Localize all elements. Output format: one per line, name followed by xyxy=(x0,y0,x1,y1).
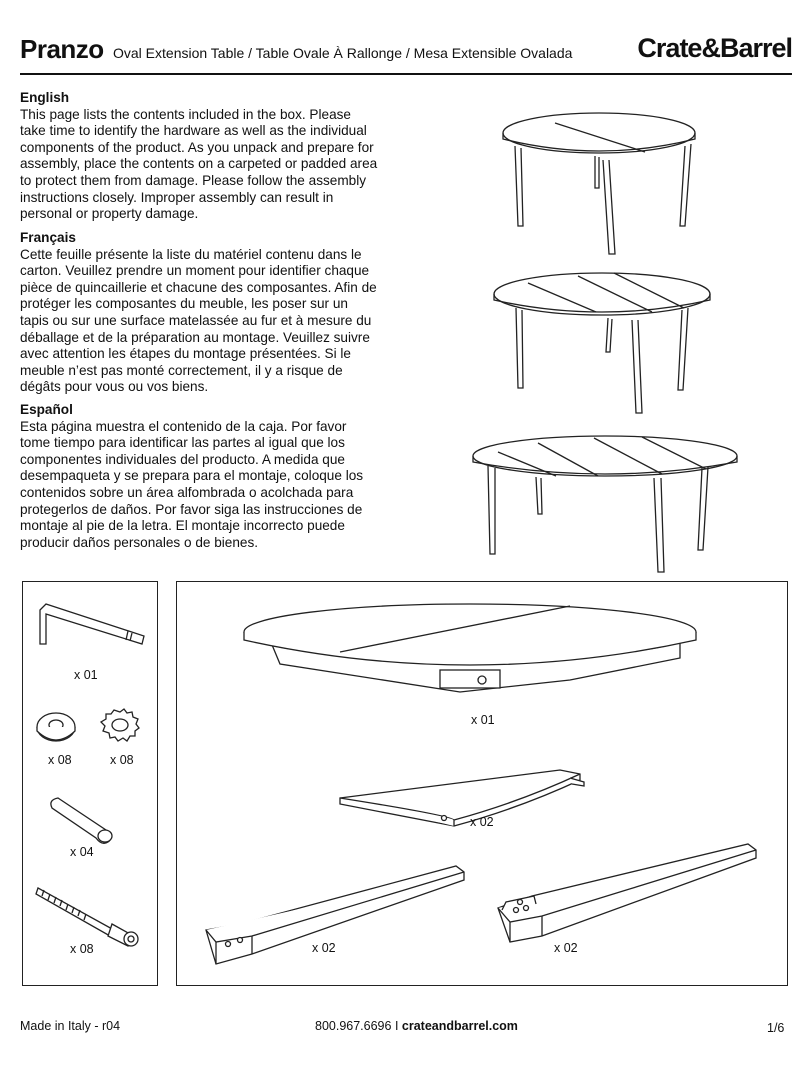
bolt-qty: x 08 xyxy=(70,942,94,956)
header-rule xyxy=(20,73,792,75)
spanish-body: Esta página muestra el contenido de la caja. Por favor tome tiempo para identificar las partes al igual que los componentes individuales del producto. A medida que desempaqueta y se prepara para el montaje, coloque los contenidos sobre un área alfombrada o acolchada para protegerlos de daños. Por favor siga las instrucciones de montaje al pie de la letra. El montaje incorrecto puede producir daños personales o de bienes. xyxy=(20,418,364,550)
table-two-leaves-illustration xyxy=(466,432,744,574)
allen-key-qty: x 01 xyxy=(74,668,98,682)
dowel-qty: x 04 xyxy=(70,845,94,859)
lock-washer-qty: x 08 xyxy=(110,753,134,767)
rail-left-qty: x 02 xyxy=(312,941,336,955)
leaf-qty: x 02 xyxy=(470,815,494,829)
rail-right-qty: x 02 xyxy=(554,941,578,955)
english-section xyxy=(20,90,380,223)
footer-contact xyxy=(315,1019,518,1033)
tabletop-illustration xyxy=(240,600,710,702)
washer-qty: x 08 xyxy=(48,753,72,767)
product-subtitle: Oval Extension Table / Table Ovale À Rallonge / Mesa Extensible Ovalada xyxy=(113,45,573,61)
french-heading: Français xyxy=(20,230,76,245)
footer-website[interactable]: crateandbarrel.com xyxy=(401,1019,518,1033)
bolt-icon xyxy=(34,880,144,950)
lock-washer-icon xyxy=(98,706,142,746)
spanish-heading: Español xyxy=(20,402,73,417)
french-body: Cette feuille présente la liste du matériel contenu dans le carton. Veuillez prendre un moment pour identifier chaque pièce de quincaillerie et chacune des composantes. Afin de protéger les composantes du meuble, les poser sur un tapis ou sur une surface matelassée au fur et à mesure du déballage et de la préparation au montage. Veuillez suivre avec attention les étapes du montage présentées. Si le meuble n’est pas monté correctement, il y a risque de dégâts pour vous ou vos biens. xyxy=(20,246,377,395)
french-section xyxy=(20,230,380,396)
header xyxy=(20,34,792,74)
flat-washer-icon xyxy=(34,707,78,747)
rail-left-illustration xyxy=(200,860,472,970)
footer-made-in: Made in Italy - r04 xyxy=(20,1019,121,1033)
footer-phone: 800.967.6696 I xyxy=(315,1019,402,1033)
leaf-panel-illustration xyxy=(334,764,590,834)
spanish-section xyxy=(20,402,380,551)
table-closed-illustration xyxy=(495,108,705,256)
footer-page-number: 1/6 xyxy=(767,1021,785,1035)
tabletop-qty: x 01 xyxy=(471,713,495,727)
table-one-leaf-illustration xyxy=(486,268,718,416)
brand-logo: Crate&Barrel xyxy=(637,33,792,63)
dowel-icon xyxy=(48,790,128,846)
product-title: Pranzo xyxy=(20,34,104,64)
english-heading: English xyxy=(20,90,70,105)
allen-key-icon xyxy=(32,600,152,660)
english-body: This page lists the contents included in the box. Please take time to identify the hardware as well as the individual components of the product. As you unpack and prepare for assembly, place the contents on a carpeted or padded area to protect them from damage. Please follow the assembly instructions closely. Improper assembly can result in personal or property damage. xyxy=(20,106,378,222)
rail-right-illustration xyxy=(492,838,764,948)
